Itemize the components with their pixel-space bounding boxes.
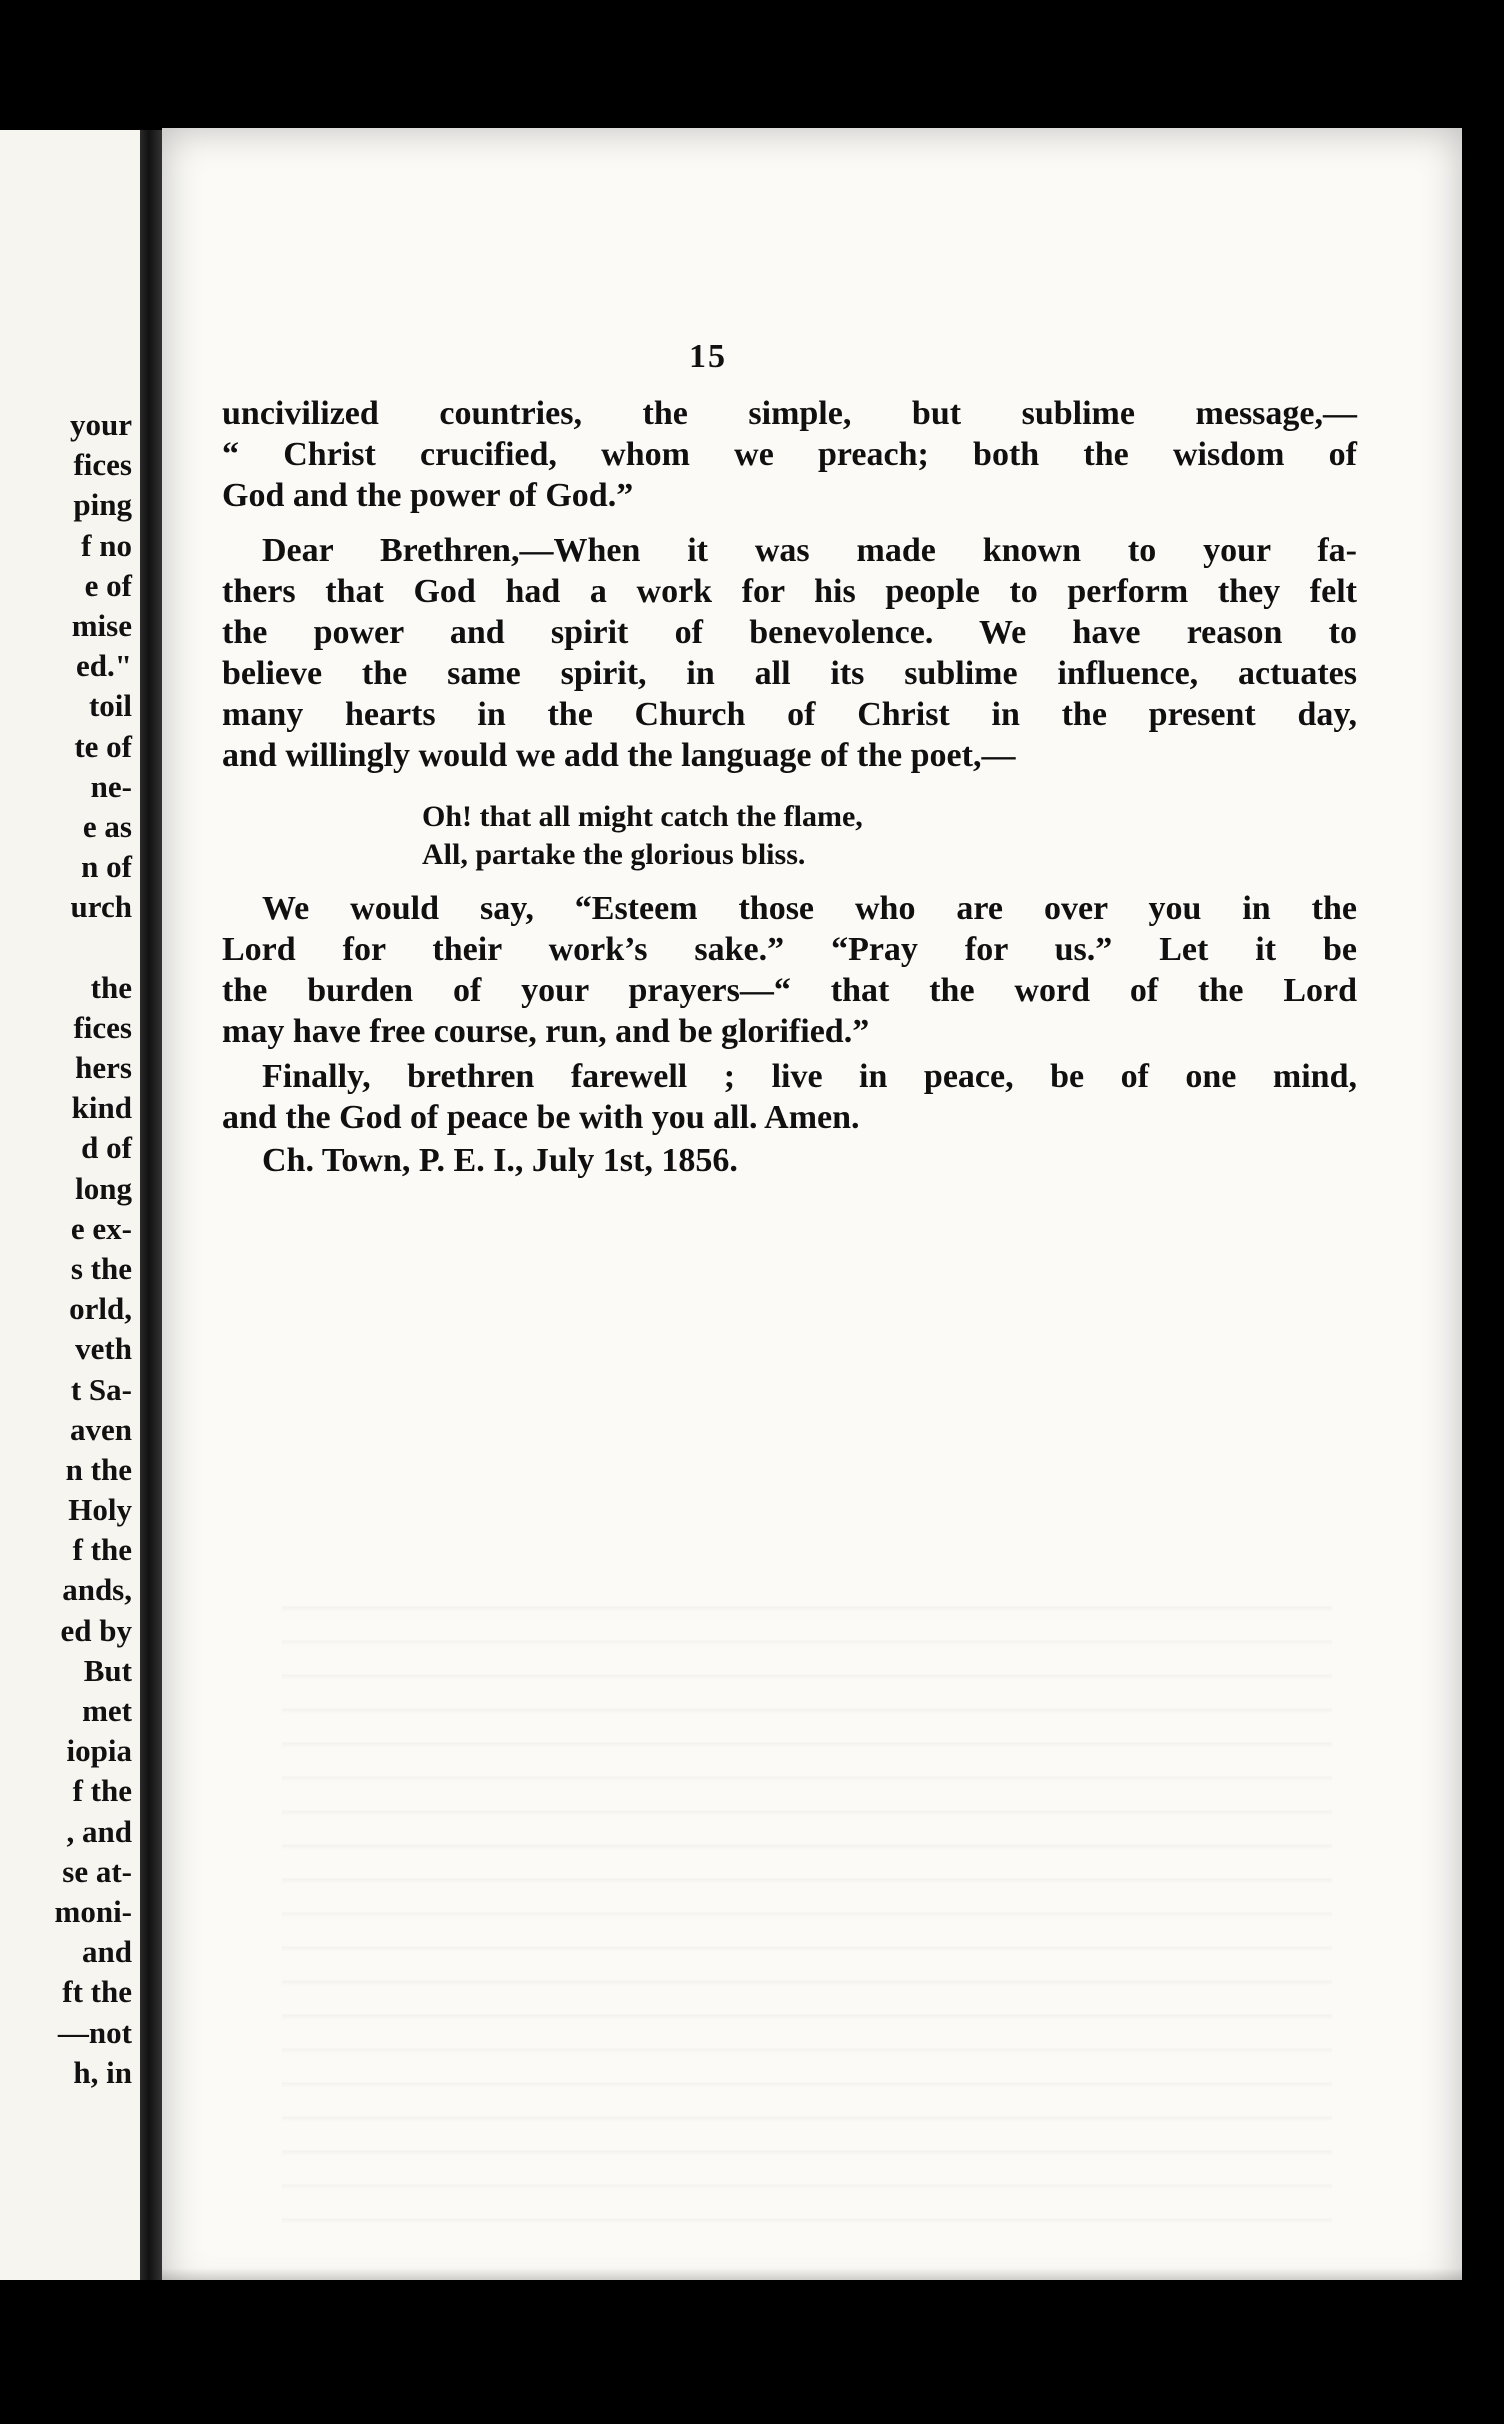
- left-page-fragment: But: [83, 1652, 132, 1688]
- text-line: believe the same spirit, in all its sublime influence, actuates: [222, 655, 1357, 692]
- text-line: Dear Brethren,—When it was made known to your fa-: [262, 532, 1357, 569]
- left-page-fragment: fices: [73, 1009, 132, 1045]
- page-body-text: [222, 393, 1357, 1181]
- text-line: and willingly would we add the language of the poet,—: [222, 737, 1016, 774]
- left-page-fragment: toil: [88, 688, 132, 724]
- verse-line: All, partake the glorious bliss.: [422, 838, 806, 871]
- left-page-fragment: urch: [70, 889, 132, 925]
- text-line: uncivilized countries, the simple, but sublime message,—: [222, 395, 1357, 432]
- left-page-fragment: mise: [71, 607, 132, 643]
- text-line: “ Christ crucified, whom we preach; both the wisdom of: [222, 436, 1357, 473]
- left-page-fragment: ed.": [76, 648, 132, 684]
- left-page-fragment: se at-: [62, 1853, 132, 1889]
- left-page-fragment: n of: [81, 849, 132, 885]
- left-page-fragment: h, in: [73, 2054, 132, 2090]
- left-page-fragment: iopia: [66, 1733, 132, 1769]
- left-page-text-fragments: [55, 405, 133, 2093]
- text-line: the burden of your prayers—“ that the word of the Lord: [222, 972, 1357, 1009]
- text-line: Lord for their work’s sake.” “Pray for us.” Let it be: [222, 931, 1357, 968]
- left-page-fragment: f the: [72, 1773, 132, 1809]
- left-page-fragment: your: [70, 407, 132, 442]
- text-line: Finally, brethren farewell ; live in peace, be of one mind,: [262, 1058, 1357, 1095]
- left-page-fragment: ands,: [62, 1572, 132, 1608]
- text-line: may have free course, run, and be glorified.”: [222, 1013, 870, 1050]
- left-page-fragment: ne-: [90, 768, 132, 804]
- place-and-date-signoff: Ch. Town, P. E. I., July 1st, 1856.: [262, 1142, 738, 1179]
- right-page: [162, 128, 1462, 2298]
- text-line: God and the power of God.”: [222, 477, 634, 514]
- paragraph-finally-brethren: [222, 1056, 1357, 1138]
- left-page-fragment: ft the: [62, 1974, 132, 2010]
- left-page-fragment: veth: [75, 1331, 132, 1367]
- text-line: and the God of peace be with you all. Amen.: [222, 1099, 860, 1136]
- left-page-fragment: f no: [81, 527, 132, 563]
- left-page-fragment: e of: [84, 567, 132, 603]
- left-page-fragment: n the: [65, 1451, 132, 1487]
- text-line: We would say, “Esteem those who are over you in the: [262, 890, 1357, 927]
- left-page-fragment: moni-: [54, 1893, 132, 1929]
- left-page-fragment: the: [90, 969, 132, 1005]
- left-page-fragment: t Sa-: [70, 1371, 132, 1407]
- text-line: the power and spirit of benevolence. We have reason to: [222, 614, 1357, 651]
- poetry-quote: [422, 798, 1357, 874]
- left-page-fragment: Holy: [68, 1492, 132, 1528]
- left-page-fragment: long: [75, 1170, 132, 1206]
- paragraph-we-would-say: [222, 888, 1357, 1052]
- left-page-fragment: d of: [81, 1130, 132, 1166]
- page-number: 15: [689, 338, 727, 375]
- scan-bottom-border: [0, 2280, 1504, 2424]
- left-page-fragment: ping: [73, 487, 132, 523]
- left-page-fragment: met: [82, 1693, 132, 1728]
- verse-line: Oh! that all might catch the flame,: [422, 800, 863, 833]
- left-page-fragment: orld,: [69, 1291, 132, 1327]
- left-page-fragment: and: [82, 1934, 132, 1970]
- book-gutter: [140, 130, 162, 2280]
- paragraph-dear-brethren: [222, 530, 1357, 776]
- text-line: many hearts in the Church of Christ in the present day,: [222, 696, 1357, 733]
- paragraph-uncivilized-countries: [222, 393, 1357, 516]
- left-facing-page: [0, 130, 140, 2280]
- left-page-fragment: e ex-: [70, 1210, 132, 1246]
- left-page-fragment: [55, 927, 133, 967]
- left-page-fragment: hers: [75, 1050, 132, 1085]
- left-page-fragment: , and: [66, 1813, 132, 1849]
- left-page-fragment: —not: [57, 2014, 132, 2050]
- left-page-fragment: kind: [71, 1090, 132, 1126]
- left-page-fragment: fices: [73, 447, 132, 483]
- text-line: thers that God had a work for his people to perform they felt: [222, 573, 1357, 610]
- left-page-fragment: te of: [74, 728, 132, 764]
- left-page-fragment: ed by: [60, 1612, 132, 1648]
- left-page-fragment: s the: [70, 1250, 132, 1286]
- left-page-fragment: aven: [70, 1411, 132, 1447]
- bleed-through-texture: [282, 1578, 1332, 2228]
- left-page-fragment: f the: [72, 1532, 132, 1568]
- left-page-fragment: e as: [82, 808, 132, 844]
